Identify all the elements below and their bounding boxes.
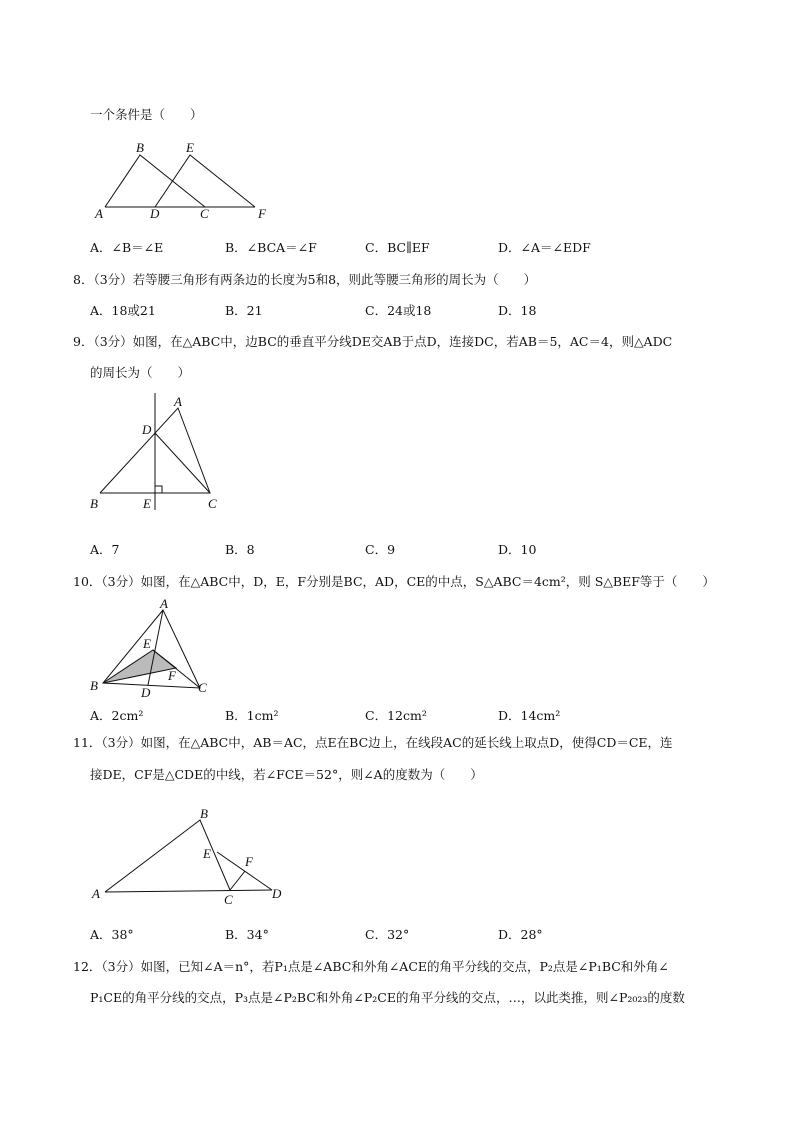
q8-text: 8．（3分）若等腰三角形有两条边的长度为5和8，则此等腰三角形的周长为（ ） xyxy=(73,272,537,287)
label-c: C xyxy=(208,496,217,511)
q9-option-d: D．10 xyxy=(498,542,537,557)
q9-option-a: A．7 xyxy=(90,542,120,557)
label-a: A xyxy=(160,596,168,611)
q11-option-c: C．32° xyxy=(365,927,410,942)
q7-option-a: A．∠B＝∠E xyxy=(90,240,164,255)
q9-figure xyxy=(100,393,210,510)
label-d: D xyxy=(150,206,160,221)
label-e: E xyxy=(143,496,151,511)
q7-continuation: 一个条件是（ ） xyxy=(90,107,203,122)
q11-continuation: 接DE，CF是△CDE的中线，若∠FCE＝52°，则∠A的度数为（ ） xyxy=(90,767,483,782)
q12-continuation: P₁CE的角平分线的交点，P₃点是∠P₂BC和外角∠P₂CE的角平分线的交点，…，以此类推，则∠P₂₀₂₃的度数 xyxy=(90,990,685,1005)
label-a: A xyxy=(95,206,103,221)
q12-text: 12．（3分）如图，已知∠A＝n°，若P₁点是∠ABC和外角∠ACE的角平分线的交点，P₂点是∠P₁BC和外角∠ xyxy=(73,959,669,974)
q10-option-c: C．12cm² xyxy=(365,708,427,723)
q7-option-c: C．BC∥EF xyxy=(365,240,430,255)
label-b: B xyxy=(136,140,144,155)
q7-figure xyxy=(105,155,255,207)
label-a: A xyxy=(174,394,182,409)
q7-option-b: B．∠BCA＝∠F xyxy=(225,240,317,255)
label-b: B xyxy=(90,678,98,693)
label-e: E xyxy=(186,140,194,155)
q10-option-d: D．14cm² xyxy=(498,708,561,723)
q9-continuation: 的周长为（ ） xyxy=(90,365,191,380)
label-e: E xyxy=(143,636,151,651)
q7-option-d: D．∠A＝∠EDF xyxy=(498,240,591,255)
label-f: F xyxy=(245,854,253,869)
label-b: B xyxy=(200,806,208,821)
q10-option-a: A．2cm² xyxy=(90,708,144,723)
label-c: C xyxy=(224,892,233,907)
label-a: A xyxy=(92,886,100,901)
label-b: B xyxy=(90,496,98,511)
q11-option-b: B．34° xyxy=(225,927,269,942)
q8-option-d: D．18 xyxy=(498,303,537,318)
q8-option-a: A．18或21 xyxy=(90,303,156,318)
label-c: C xyxy=(198,680,207,695)
label-d: D xyxy=(142,422,152,437)
label-d: D xyxy=(272,886,282,901)
q8-option-c: C．24或18 xyxy=(365,303,432,318)
label-e: E xyxy=(203,846,211,861)
q10-option-b: B．1cm² xyxy=(225,708,279,723)
q9-option-c: C．9 xyxy=(365,542,396,557)
q10-figure xyxy=(103,610,200,688)
q11-option-a: A．38° xyxy=(90,927,134,942)
q11-text: 11．（3分）如图，在△ABC中，AB＝AC，点E在BC边上，在线段AC的延长线上取点D，使得CD＝CE，连 xyxy=(73,735,673,750)
q9-option-b: B．8 xyxy=(225,542,255,557)
q8-option-b: B．21 xyxy=(225,303,263,318)
q11-option-d: D．28° xyxy=(498,927,543,942)
q9-text: 9．（3分）如图，在△ABC中，边BC的垂直平分线DE交AB于点D，连接DC，若AB＝5，AC＝4，则△ADC xyxy=(73,334,673,349)
label-c: C xyxy=(200,206,209,221)
label-f: F xyxy=(258,206,266,221)
label-d: D xyxy=(141,685,151,700)
label-f: F xyxy=(168,668,176,683)
q10-text: 10．（3分）如图，在△ABC中，D，E，F分别是BC，AD，CE的中点，S△ABC＝4cm²，则 S△BEF等于（ ） xyxy=(73,574,715,589)
